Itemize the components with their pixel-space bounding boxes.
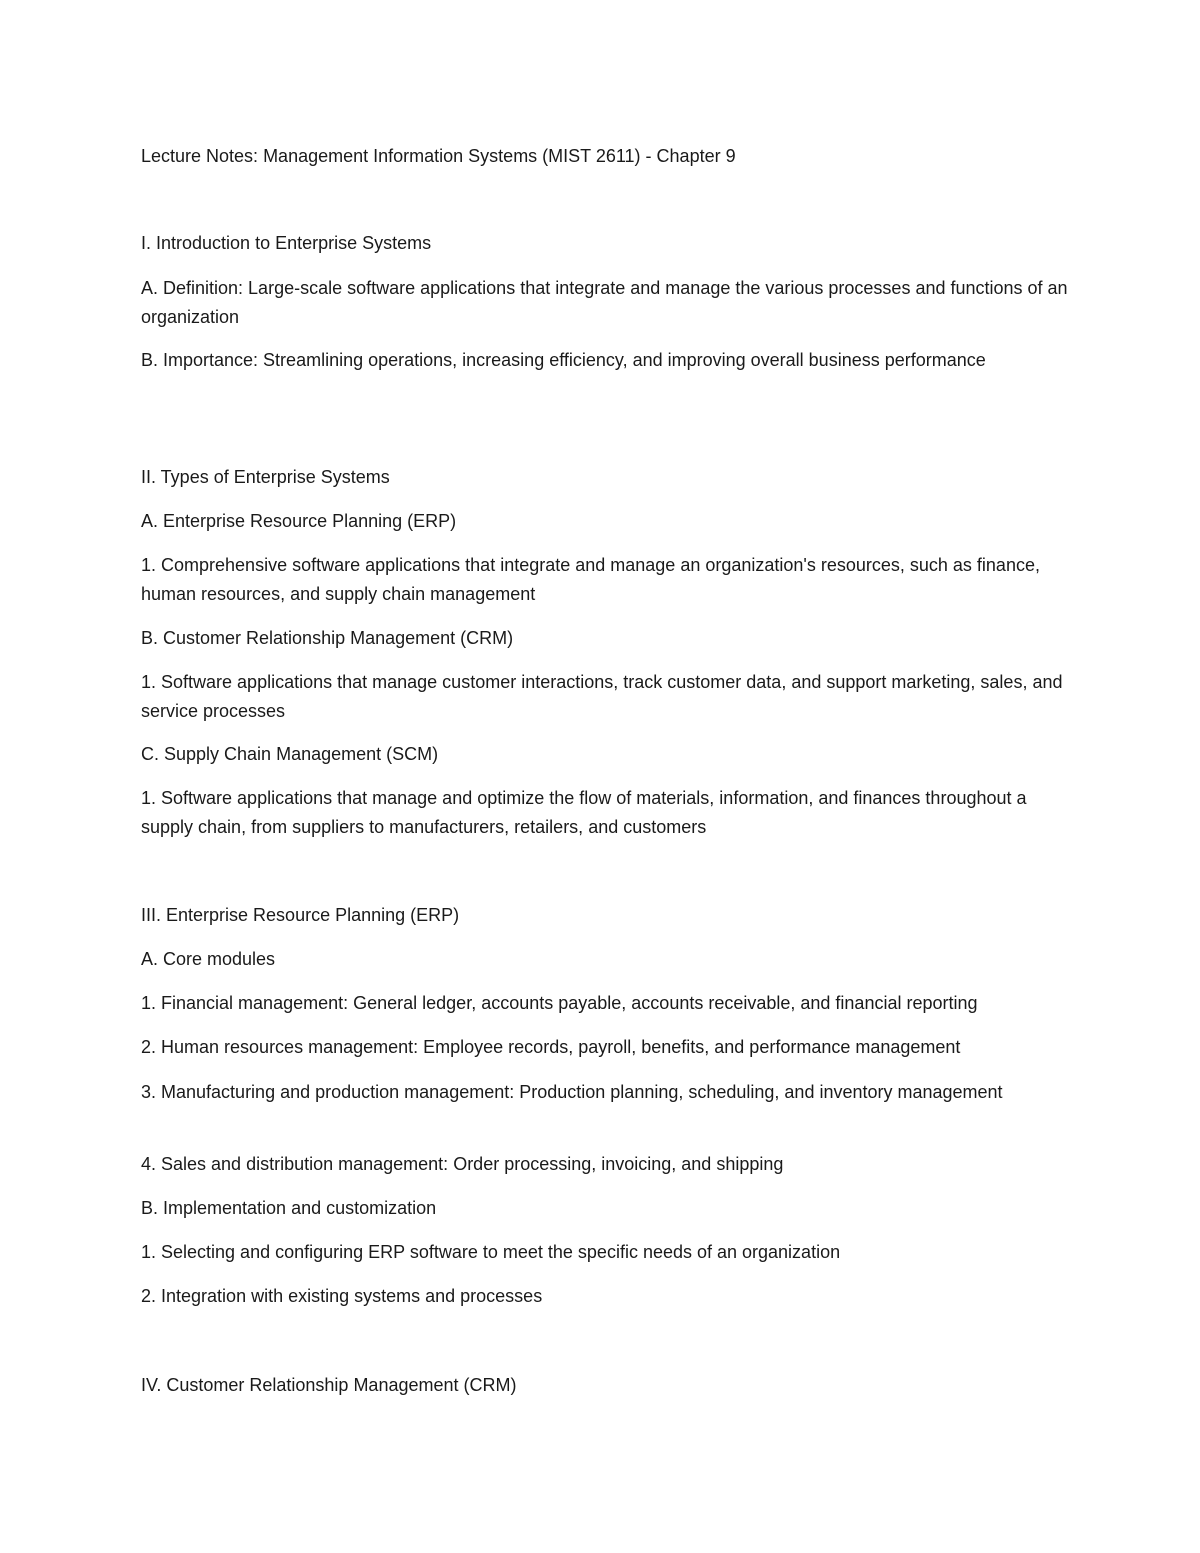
list-item-sales: 4. Sales and distribution management: Order processing, invoicing, and shipping <box>141 1154 784 1174</box>
section-heading-4: IV. Customer Relationship Management (CRM) <box>141 1375 517 1395</box>
paragraph-importance: B. Importance: Streamlining operations, increasing efficiency, and improving overall business performance <box>141 350 986 370</box>
subheading-implementation: B. Implementation and customization <box>141 1198 437 1218</box>
paragraph-crm-desc: 1. Software applications that manage customer interactions, track customer data, and support marketing, sales, and service processes <box>141 672 1063 721</box>
list-item-selecting: 1. Selecting and configuring ERP software to meet the specific needs of an organization <box>141 1242 841 1262</box>
list-item-manufacturing: 3. Manufacturing and production management: Production planning, scheduling, and inventory management <box>141 1082 1003 1102</box>
document-title: Lecture Notes: Management Information Systems (MIST 2611) - Chapter 9 <box>141 146 736 166</box>
paragraph-scm-desc: 1. Software applications that manage and optimize the flow of materials, information, and finances throughout a supply chain, from suppliers to manufacturers, retailers, and customers <box>141 788 1027 837</box>
list-item-financial: 1. Financial management: General ledger, accounts payable, accounts receivable, and financial reporting <box>141 993 978 1013</box>
section-heading-2: II. Types of Enterprise Systems <box>141 467 390 487</box>
subheading-erp: A. Enterprise Resource Planning (ERP) <box>141 511 457 531</box>
paragraph-erp-desc: 1. Comprehensive software applications that integrate and manage an organization's resources, such as finance, human resources, and supply chain management <box>141 555 1040 604</box>
list-item-hr: 2. Human resources management: Employee records, payroll, benefits, and performance management <box>141 1037 961 1057</box>
subheading-crm: B. Customer Relationship Management (CRM) <box>141 628 514 648</box>
section-heading-1: I. Introduction to Enterprise Systems <box>141 233 432 253</box>
paragraph-definition: A. Definition: Large-scale software applications that integrate and manage the various processes and functions of an organization <box>141 278 1068 327</box>
section-heading-3: III. Enterprise Resource Planning (ERP) <box>141 905 460 925</box>
subheading-scm: C. Supply Chain Management (SCM) <box>141 744 439 764</box>
list-item-integration: 2. Integration with existing systems and processes <box>141 1286 543 1306</box>
subheading-core-modules: A. Core modules <box>141 949 276 969</box>
